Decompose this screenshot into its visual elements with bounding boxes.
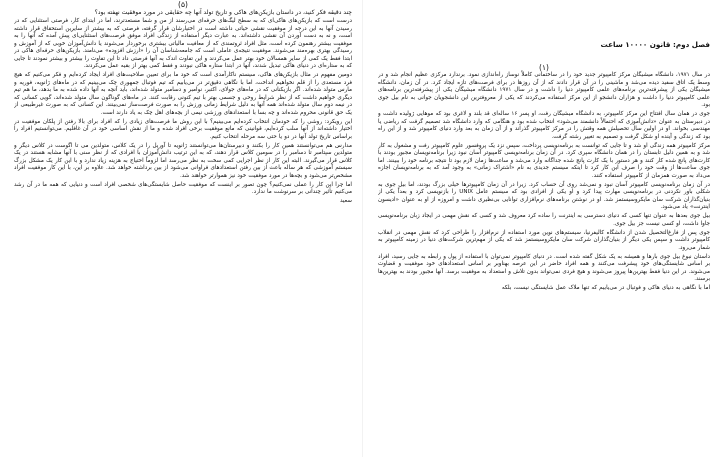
paragraph: جوی پس از فارغ‌التحصیل شدن از دانشگاه کالیفرنیا، سیستم‌های نوین مورد استفاده از نرم‌افزار را طراحی کرد که نقش مهمی در انقلاب کامپیوتر داشت و سپس یکی دیگر از بنیان‌گذاران شرکت سان مایکروسیستمز شد که یکی از مهم‌ترین شرکت‌های دنیا در زمینه کامپیوتر به شمار می‌رود. — [378, 229, 710, 251]
paragraph: در سال ۱۹۷۱، دانشگاه میشیگان مرکز کامپیوتر جدید خود را در ساختمانی کاملاً نوساز راه‌اندازی نمود. برندارد مرکزی عظیم انجام شد و در وسط یک اتاق سفید دیده می‌شد و ماشینی را در آن قرار دادند که از آن روزها در برای فرصت‌های تازه ایجاد کرد. در آن زمان، دانشگاه میشیگان یکی از پیشرفته‌ترین برنامه‌های علمی کامپیوتر دنیا را داشت و در سال ۱۹۷۱ دانشگاه میشیگان یکی از پیشرفته‌ترین برنامه‌های علمی کامپیوتر دنیا را داشت و هزاران دانشجو از این مرکز استفاده می‌کردند که یکی از معروفترین این دانشجویان جوانی به نام بیل جوی بود. — [378, 72, 710, 108]
page-section-number: (۵) — [178, 0, 188, 9]
paragraph: این رویکرد: روشی را که خودمان انتخاب کرده‌ایم می‌بینیم؟ با این روش ما فرصت‌های زیادی را که افراد برای بالا رفتن از پلکان موفقیت در اختیار داشته‌اند از آنها سلب کرده‌ایم، قوانینی که مانع موفقیت برخی افراد شده و ما از نقش اساسی خود در آن غافلیم. می‌توانستیم افراد را براساس تاریخ تولد آنها در دو یا حتی سه مرحله انتخاب کنیم. — [14, 118, 352, 140]
paragraph: در آن زمان برنامه‌نویسی کامپیوتر آسان نبود و نمی‌شد روی آن حساب کرد. زیرا در آن زمان کامپیوترها خیلی بزرگ بودند، اما بیل جوی به شکلی باور نکردنی در برنامه‌نویسی مهارت پیدا کرد و او یکی از افرادی بود که سیستم عامل UNIX را بازنویسی کرد و بعداً یکی از بنیان‌گذاران شرکت سان مایکروسیستمز شد. او در نوشتن برنامه‌های نرم‌افزاری توانایی بی‌نظیری داشت و امروزه از او به عنوان «ادیسون اینترنت» یاد می‌شود. — [378, 181, 710, 210]
paragraph: جوی در همان سال افتتاح این مرکز کامپیوتر، به دانشگاه میشیگان رفت، او پسر ۱۶ ساله‌ای قد بلند و لاغری بود که موهایی ژولیده داشت و در دبیرستان به عنوان «دانش‌آموزی که احتمالاً دانشمند می‌شود» انتخاب شده بود و هنگامی که وارد دانشگاه شد تصمیم گرفت که ریاضی یا مهندسی بخواند. او در اولین سال تحصیلش همه وقتش را در مرکز کامپیوتر گذراند و از آن زمان به بعد وارد دنیای کامپیوتر شد و از این راه بود که زندگی و آینده او شکل گرفت و تصمیم به تغییر رشته گرفت. — [378, 111, 710, 140]
right-page — [378, 0, 710, 457]
paragraph: اما چرا این کار را عملی نمی‌کنیم؟ چون تصور بر اینست که موفقیت حاصل شایستگی‌های شخصی افراد است و دنیایی که همه ما در آن رشد می‌کنیم تأثیر چندانی بر سرنوشت ما ندارد. — [14, 181, 352, 195]
paragraph: بیل جوی بعدها به عنوان تنها کسی که دنیای دسترسی به اینترنت را ساده کرد معروف شد و کسی که نقش مهمی در ایجاد زبان برنامه‌نویسی جاوا داشت، او کسی نیست جز بیل جوی. — [378, 213, 710, 227]
section-number: (۱) — [539, 63, 549, 72]
chapter-title: فصل دوم: قانون ۱۰۰۰۰ ساعت — [600, 40, 710, 49]
left-page — [14, 0, 352, 457]
title-spacer — [378, 49, 710, 63]
paragraph: داستان نبوغ بیل جوی بارها و همیشه به یک شکل گفته شده است. در دنیای کامپیوتر نمی‌توان با استفاده از پول و رابطه به جایی رسید، افراد بر اساس شایستگی‌های خود پیشرفت می‌کنند و همه افراد حاضر در این عرصه بهناوبر بر اساس استعدادهای خود موفقیت و قضاوت می‌شوند. در این دنیا فقط بهترین‌ها پیروز می‌شوند و هیچ فردی نمی‌تواند بدون تلاش و استعداد به موفقیت برسد. آنها مجبور بودند به بهترین‌ها برسند. — [378, 253, 710, 282]
paragraph: مدارس هم می‌توانستند همین کار را بکنند و دبیرستان‌ها می‌توانستند ژانویه تا آوریل را در یک کلاس، متولدین می تا اگوست در کلاس دیگر و متولدین سپتامبر تا دسامبر را در سومین کلاس قرار دهند، که به این ترتیب دانش‌آموزان با افرادی که از نظر سنی با آنها مشابه هستند در یک کلاس قرار می‌گیرند. البته این کار از نظر اجرایی کمی سخت به نظر می‌رسد اما لزوماً احتیاج به هزینه زیاد ندارد و با این کار یک مشکل بزرگ سیستم آموزشی که هر ساله باعث از بین رفتن استعدادهای فراوانی می‌شود از بین برداشته خواهد شد. علاوه بر این، با این کار موفقیت افراد مشخص‌تر می‌شود و بچه‌ها در مورد موفقیت خود نیز هموارتر خواهند شد. — [14, 142, 352, 179]
gutter-divider — [362, 0, 363, 457]
paragraph: مرکز کامپیوتر همه زندگی او شد و تا جایی که توانست به برنامه‌نویسی پرداخت، سپس نزد یک پروفسور علوم کامپیوتر رفت و مشغول به کار شد و به همین دلیل تابستان را در همان دانشگاه سپری کرد. در آن زمان برنامه‌نویسی کامپیوتر آسان نبود زیرا برنامه‌نویسان مجبور بودند با کارت‌های پانچ شده کار کنند و هر دستور با یک کارت پانچ شده جداگانه وارد می‌شد و ساعت‌ها زمان لازم بود تا نتیجه برنامه خود را ببینند. اما جوی ساعت‌ها از وقت خود را صرف این کار کرد تا اینکه سیستم جدیدی به نام «اشتراک زمانی» به وجود آمد که به برنامه‌نویسان اجازه می‌داد به صورت همزمان از کامپیوتر استفاده کنند. — [378, 142, 710, 179]
paragraph: اما با نگاهی به دنیای هاکی و فوتبال در می‌یابیم که تنها ملاک عمل شایستگی نیست، بلکه — [501, 285, 710, 291]
paragraph: درست است که بازیکن‌های هاکی‌ای که به سطح لیگ‌های حرفه‌ای می‌رسند از من و شما مستعدترند، اما در ابتدای کار، فرصتی استثنایی که در رسیدن آنها به این درجه از موفقیت نقشی حیاتی داشته است در اختیارشان قرار گرفته، فرصتی که به بیشتر از سایرین استحقاق قرار داشته است، و نه به دست آوردن آن نقشی داشته‌اند. به عبارت دیگر استفاده از زندگی افراد موفق فرصت‌های استثنایی‌ای پیش آمده که آنها را به موفقیت بیشتر رهنمون کرده است، مثل افراد ثروتمندی که از معافیت مالیاتی بیشتری برخوردار می‌شوند یا دانش‌آموزان خوبی که از آموزش و رسیدگی بهتری بهره‌مند می‌شوند. موفقیت نتیجه‌ی عاملی است که جامعه‌شناسان آن را «ارزش افزوده» می‌نامند. بازیکن‌های حرفه‌ای هاکی در ابتدا فقط یک کمی از سایر همسالان خود بهتر عمل می‌کردند و این تفاوت اندک به آنها فرصتی داد تا این تفاوت را بیشتر و بیشتر نمودند تا جایی که به ستاره‌ای در دنیای هاکی تبدیل شدند، آنها در ابتدا ستاره هاکی نبودند و فقط کمی بهتر از بقیه عمل می‌کردند. — [14, 18, 352, 69]
paragraph: دومین مفهوم در مثال بازیکن‌های هاکی، سیستم ناکارآمدی است که خود ما برای تعیین صلاحیت‌های افراد ایجاد کرده‌ایم و فکر می‌کنیم که هیچ فرد مستعدی را از قلم نخواهیم انداخت، اما با نگاهی دقیق‌تر در می‌یابیم که تیم فوتبال جمهوری چک می‌بینیم که در ماه‌های ژانویه، فوریه و مارس متولد شده‌اند. اگر بازیکنانی که در ماه‌های جولای، اکتبر، نوامبر و دسامبر متولد شده‌اند، باید آنچه به آنها داده شده به ما بدهد، ما هم تیم دیگری خواهیم داشت که از نظر شرایط روحی و جسمی بهتر با تیم کنونی رقابت کنند. در ماه‌های گوناگون سال متولد شده‌اند، گویی کسانی که در نیمه دوم سال متولد شده‌اند همه آنها به دلیل شرایط زمانی ورزش را به صورت فرصت‌ساز نمی‌بینند. این کسانی که به صورت غیرطبیعی از یک حق قانونی محروم شده‌اند و چه بسا با استعدادهای ورزشی نیمی از بچه‌های اهل چک به یاد دارند است. — [14, 72, 352, 116]
top-spacer — [378, 0, 710, 40]
opening-question: چند دقیقه فکر کنید، در داستان بازیکن‌های هاکی و تاریخ تولد آنها چه حقایقی در مورد موفقیت نهفته بود؟ — [94, 9, 352, 16]
closing-word: سعید — [339, 198, 352, 204]
